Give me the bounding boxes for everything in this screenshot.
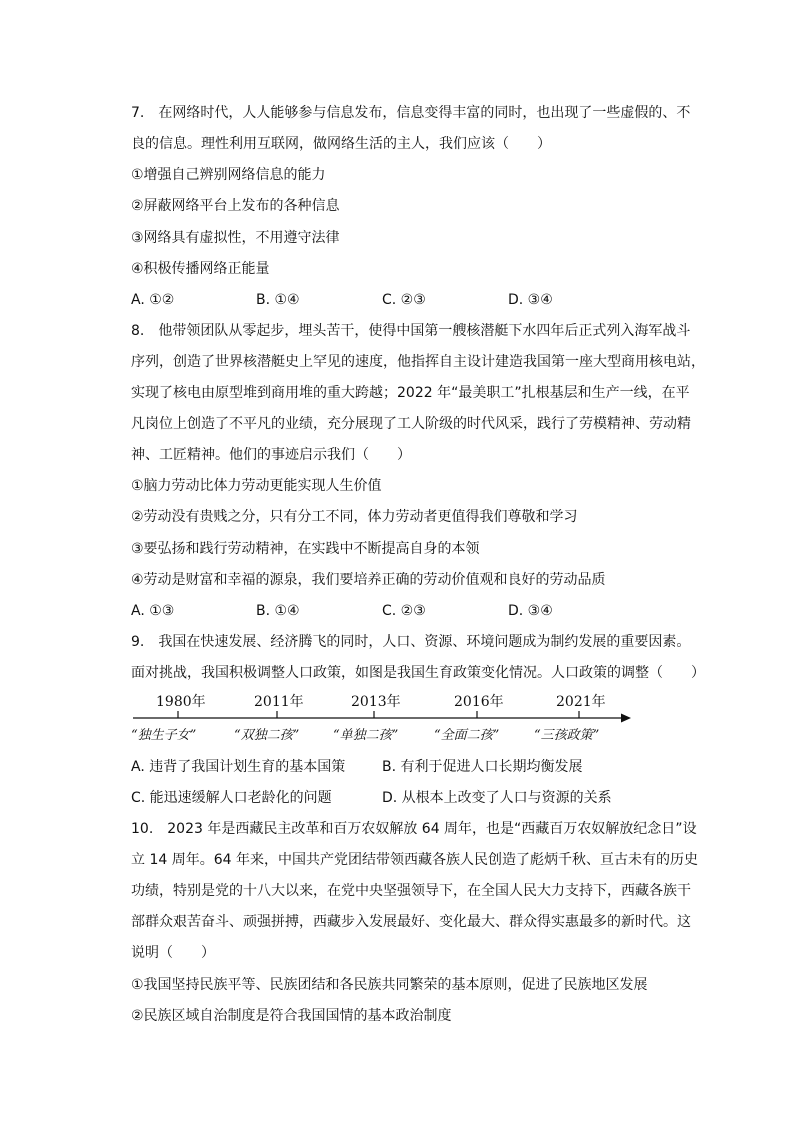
q8-stem-line-1: 8. 他带领团队从零起步，埋头苦干，使得中国第一艘核潜艇下水四年后正式列入海军战斗 — [131, 323, 691, 339]
timeline-year-1980: 1980年 — [156, 694, 206, 710]
q7-options — [131, 290, 701, 310]
q9-options-row-2 — [131, 788, 701, 808]
q8-stem-line-3: 实现了核电由原型堆到商用堆的重大跨越；2022 年“最美职工”扎根基层和生产一线，在平 — [131, 385, 690, 401]
q10-stem-line-3: 功绩，特别是党的十八大以来，在党中央坚强领导下，在全国人民大力支持下，西藏各族干 — [131, 883, 691, 899]
q7-option-a[interactable]: A. ①② — [131, 292, 175, 308]
q10-stem-line-4: 部群众艰苦奋斗、顽强拼搏，西藏步入发展最好、变化最大、群众得实惠最多的新时代。这 — [131, 914, 691, 930]
q8-option-a[interactable]: A. ①③ — [131, 603, 175, 619]
q8-stem-line-5: 神、工匠精神。他们的事迹启示我们（ ） — [131, 447, 411, 463]
q8-stem-line-4: 凡岗位上创造了不平凡的业绩，充分展现了工人阶级的时代风采，践行了劳模精神、劳动精 — [131, 416, 691, 432]
q9-stem-line-1: 9. 我国在快速发展、经济腾飞的同时，人口、资源、环境问题成为制约发展的重要因素。 — [131, 634, 691, 650]
q9-option-d[interactable]: D. 从根本上改变了人口与资源的关系 — [382, 790, 612, 806]
q8-options — [131, 601, 701, 621]
timeline-policy-5: “三孩政策” — [534, 728, 600, 743]
q7-stem-line-2: 良的信息。理性利用互联网，做网络生活的主人，我们应该（ ） — [131, 136, 551, 152]
q9-option-b[interactable]: B. 有利于促进人口长期均衡发展 — [382, 759, 583, 775]
timeline-year-2013: 2013年 — [351, 694, 401, 710]
q9-option-c[interactable]: C. 能迅速缓解人口老龄化的问题 — [131, 790, 332, 806]
q10-stem-line-2: 立 14 周年。64 年来，中国共产党团结带领西藏各族人民创造了彪炳千秋、亘古未有的历史 — [131, 852, 698, 868]
q7-option-b[interactable]: B. ①④ — [256, 292, 300, 308]
q7-item-2: ②屏蔽网络平台上发布的各种信息 — [131, 198, 340, 214]
policy-timeline — [131, 691, 641, 751]
q7-item-1: ①增强自己辨别网络信息的能力 — [131, 167, 326, 183]
q10-item-1: ①我国坚持民族平等、民族团结和各民族共同繁荣的基本原则，促进了民族地区发展 — [131, 977, 648, 993]
q7-option-d[interactable]: D. ③④ — [508, 292, 553, 308]
q8-item-1: ①脑力劳动比体力劳动更能实现人生价值 — [131, 478, 382, 494]
q7-item-4: ④积极传播网络正能量 — [131, 261, 270, 277]
timeline-year-2021: 2021年 — [556, 694, 606, 710]
q9-options-row-1 — [131, 757, 701, 777]
timeline-policy-1: “独生子女” — [131, 728, 197, 743]
q7-option-c[interactable]: C. ②③ — [382, 292, 426, 308]
q8-item-4: ④劳动是财富和幸福的源泉，我们要培养正确的劳动价值观和良好的劳动品质 — [131, 572, 606, 588]
q9-stem-line-2: 面对挑战，我国积极调整人口政策，如图是我国生育政策变化情况。人口政策的调整（ ） — [131, 665, 705, 681]
q8-option-d[interactable]: D. ③④ — [508, 603, 553, 619]
q8-item-3: ③要弘扬和践行劳动精神，在实践中不断提高自身的本领 — [131, 541, 480, 557]
timeline-year-2011: 2011年 — [254, 694, 304, 710]
q10-stem-line-5: 说明（ ） — [131, 945, 215, 961]
q8-stem-line-2: 序列，创造了世界核潜艇史上罕见的速度，他指挥自主设计建造我国第一座大型商用核电站， — [131, 354, 705, 370]
q8-item-2: ②劳动没有贵贱之分，只有分工不同，体力劳动者更值得我们尊敬和学习 — [131, 509, 578, 525]
timeline-year-2016: 2016年 — [454, 694, 504, 710]
timeline-policy-4: “全面二孩” — [434, 728, 500, 743]
timeline-policy-2: “双独二孩” — [234, 728, 300, 743]
q9-option-a[interactable]: A. 违背了我国计划生育的基本国策 — [131, 759, 346, 775]
q7-stem-line-1: 7. 在网络时代，人人能够参与信息发布，信息变得丰富的同时，也出现了一些虚假的、不 — [131, 105, 691, 121]
q10-item-2: ②民族区域自治制度是符合我国国情的基本政治制度 — [131, 1008, 452, 1024]
q8-option-b[interactable]: B. ①④ — [256, 603, 300, 619]
q10-stem-line-1: 10. 2023 年是西藏民主改革和百万农奴解放 64 周年，也是“西藏百万农奴解放纪念日”设 — [131, 821, 697, 837]
q8-option-c[interactable]: C. ②③ — [382, 603, 426, 619]
q7-item-3: ③网络具有虚拟性，不用遵守法律 — [131, 230, 340, 246]
timeline-policy-3: “单独二孩” — [333, 728, 399, 743]
